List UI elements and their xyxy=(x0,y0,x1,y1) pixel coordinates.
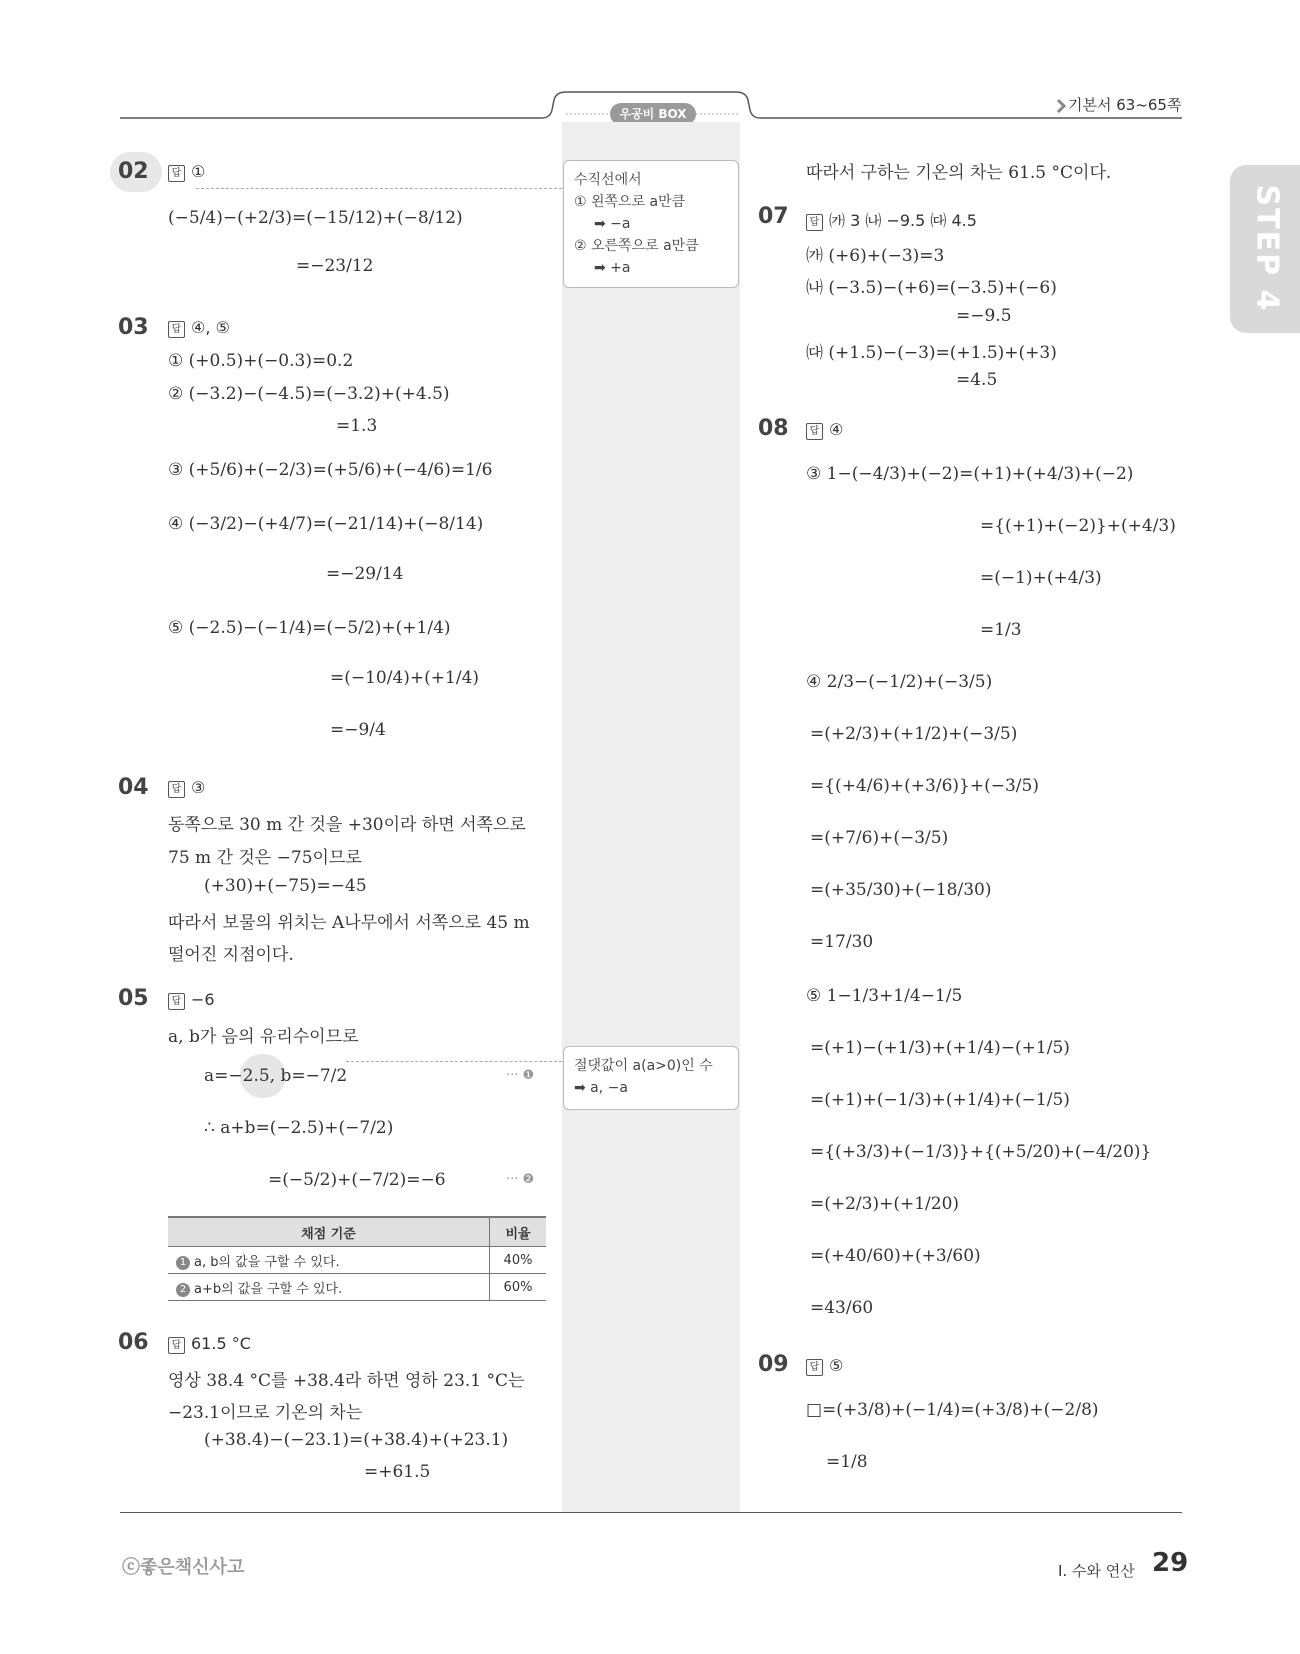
footer-rule xyxy=(120,1512,1182,1513)
answer-badge: 답 xyxy=(806,423,823,440)
scoring-table xyxy=(168,1216,546,1301)
solution-line: =1.3 xyxy=(336,416,378,436)
solution-line: −23.1이므로 기온의 차는 xyxy=(168,1403,363,1423)
answer-badge: 답 xyxy=(806,214,823,231)
solution-line: ㈐ (+1.5)−(−3)=(+1.5)+(+3) xyxy=(806,343,1057,363)
note2-leader xyxy=(346,1061,562,1062)
note1-line: ➡ +a xyxy=(594,260,631,276)
answer-badge: 답 xyxy=(168,1337,185,1354)
answer-value: 61.5 °C xyxy=(191,1334,251,1353)
scoring-criterion xyxy=(168,1274,490,1301)
solution-line: ④ (−3/2)−(+4/7)=(−21/14)+(−8/14) xyxy=(168,514,484,534)
solution-line: ={(+3/3)+(−1/3)}+{(+5/20)+(−4/20)} xyxy=(810,1142,1152,1162)
solution-line: =1/8 xyxy=(826,1452,868,1472)
question-number: 07 xyxy=(758,204,789,229)
solution-line: =4.5 xyxy=(956,370,998,390)
answer xyxy=(806,208,977,231)
solution-line: (−5/4)−(+2/3)=(−15/12)+(−8/12) xyxy=(168,208,463,228)
solution-line: =1/3 xyxy=(980,620,1022,640)
solution-line: =17/30 xyxy=(810,932,874,952)
criterion-text: a, b의 값을 구할 수 있다. xyxy=(194,1254,340,1270)
solution-line: =(+1)+(−1/3)+(+1/4)+(−1/5) xyxy=(810,1090,1070,1110)
solution-line: □=(+3/8)+(−1/4)=(+3/8)+(−2/8) xyxy=(806,1400,1099,1420)
solution-line: =(+35/30)+(−18/30) xyxy=(810,880,992,900)
scoring-ratio: 40% xyxy=(490,1247,547,1274)
note1-line: ➡ −a xyxy=(594,216,631,232)
solution-line: =(−5/2)+(−7/2)=−6 xyxy=(268,1170,446,1190)
chapter-title: Ⅰ. 수와 연산 xyxy=(1058,1562,1135,1580)
scoring-criterion xyxy=(168,1247,490,1274)
page-number: 29 xyxy=(1152,1548,1189,1578)
solution-line: =43/60 xyxy=(810,1298,874,1318)
solution-line: 따라서 보물의 위치는 A나무에서 서쪽으로 45 m xyxy=(168,913,530,933)
solution-line: ④ 2/3−(−1/2)+(−3/5) xyxy=(806,672,993,692)
solution-line: =(−10/4)+(+1/4) xyxy=(330,668,480,688)
solution-line: (+30)+(−75)=−45 xyxy=(204,876,367,896)
answer-value: ④ xyxy=(829,420,844,439)
answer xyxy=(806,420,843,440)
criterion-text: a+b의 값을 구할 수 있다. xyxy=(194,1281,343,1297)
scoring-header: 채점 기준 xyxy=(168,1217,490,1247)
solution-line: ① (+0.5)+(−0.3)=0.2 xyxy=(168,351,354,371)
solution-line: ㈏ (−3.5)−(+6)=(−3.5)+(−6) xyxy=(806,278,1057,298)
answer-value: ③ xyxy=(191,778,206,797)
answer xyxy=(168,318,230,338)
answer xyxy=(168,162,205,182)
solution-line: =(+40/60)+(+3/60) xyxy=(810,1246,981,1266)
note2-line: ➡ a, −a xyxy=(574,1080,628,1096)
solution-line: ㈎ (+6)+(−3)=3 xyxy=(806,246,945,266)
question-number: 05 xyxy=(118,986,149,1011)
answer xyxy=(168,1334,251,1354)
answer-value: −6 xyxy=(191,990,215,1009)
question-number: 04 xyxy=(118,775,149,800)
answer-badge: 답 xyxy=(168,321,185,338)
answer-badge: 답 xyxy=(168,781,185,798)
solution-line: 떨어진 지점이다. xyxy=(168,945,294,965)
table-row xyxy=(168,1274,546,1301)
question-number: 06 xyxy=(118,1330,149,1355)
solution-line: =(+7/6)+(−3/5) xyxy=(810,828,949,848)
solution-line: ⑤ (−2.5)−(−1/4)=(−5/2)+(+1/4) xyxy=(168,618,451,638)
step-mark: ··· ❷ xyxy=(506,1172,535,1187)
scoring-ratio: 60% xyxy=(490,1274,547,1301)
answer-badge: 답 xyxy=(168,165,185,182)
note1-line: ① 왼쪽으로 a만큼 xyxy=(574,194,686,210)
solution-line: =−23/12 xyxy=(296,256,374,276)
answer-badge: 답 xyxy=(168,993,185,1010)
solution-line: ∴ a+b=(−2.5)+(−7/2) xyxy=(204,1118,394,1138)
answer-value: ④, ⑤ xyxy=(191,318,230,337)
answer xyxy=(168,778,205,798)
solution-line: ⑤ 1−1/3+1/4−1/5 xyxy=(806,986,963,1006)
solution-line: ③ (+5/6)+(−2/3)=(+5/6)+(−4/6)=1/6 xyxy=(168,460,493,480)
center-column xyxy=(562,122,740,1512)
solution-line: ={(+1)+(−2)}+(+4/3) xyxy=(980,516,1176,536)
solution-line: (+38.4)−(−23.1)=(+38.4)+(+23.1) xyxy=(204,1430,509,1450)
solution-line: 75 m 간 것은 −75이므로 xyxy=(168,848,362,868)
answer xyxy=(168,990,215,1010)
note-absolute-value xyxy=(563,1046,739,1110)
question-number: 08 xyxy=(758,416,789,441)
step-number: 1 xyxy=(176,1256,190,1270)
reference-pages: 기본서 63~65쪽 xyxy=(1068,96,1182,114)
note1-line: 수직선에서 xyxy=(574,172,642,188)
solution-line: ② (−3.2)−(−4.5)=(−3.2)+(+4.5) xyxy=(168,384,450,404)
note2-line: 절댓값이 a(a>0)인 수 xyxy=(574,1058,713,1074)
solution-line: =+61.5 xyxy=(364,1462,431,1482)
solution-line: =(+1)−(+1/3)+(+1/4)−(+1/5) xyxy=(810,1038,1070,1058)
question-number: 02 xyxy=(118,159,149,184)
question-number: 03 xyxy=(118,315,149,340)
step-mark: ··· ❶ xyxy=(506,1068,535,1083)
solution-line: 동쪽으로 30 m 간 것을 +30이라 하면 서쪽으로 xyxy=(168,815,526,835)
note-number-line xyxy=(563,160,739,288)
note1-line: ② 오른쪽으로 a만큼 xyxy=(574,238,699,254)
answer-badge: 답 xyxy=(806,1359,823,1376)
scoring-header: 비율 xyxy=(490,1217,547,1247)
solution-line: ={(+4/6)+(+3/6)}+(−3/5) xyxy=(810,776,1039,796)
solution-line: =−9.5 xyxy=(956,306,1012,326)
answer-value: ㈎ 3 ㈏ −9.5 ㈐ 4.5 xyxy=(829,211,977,230)
answer-value: ⑤ xyxy=(829,1356,844,1375)
step-tab-label: STEP 4 xyxy=(1249,184,1285,313)
solution-line: =−29/14 xyxy=(326,564,404,584)
solution-line: ③ 1−(−4/3)+(−2)=(+1)+(+4/3)+(−2) xyxy=(806,464,1134,484)
answer xyxy=(806,1356,843,1376)
question-number: 09 xyxy=(758,1352,789,1377)
box-label: 우공비 BOX xyxy=(610,103,696,125)
solution-line: 영상 38.4 °C를 +38.4라 하면 영하 23.1 °C는 xyxy=(168,1371,525,1391)
solution-line: a=−2.5, b=−7/2 xyxy=(204,1066,348,1086)
note1-leader xyxy=(196,188,562,189)
solution-line: =(+2/3)+(+1/2)+(−3/5) xyxy=(810,724,1018,744)
answer-value: ① xyxy=(191,162,206,181)
solution-line: =(+2/3)+(+1/20) xyxy=(810,1194,960,1214)
solution-line: =−9/4 xyxy=(330,720,386,740)
table-row xyxy=(168,1247,546,1274)
step-number: 2 xyxy=(176,1283,190,1297)
solution-line: 따라서 구하는 기온의 차는 61.5 °C이다. xyxy=(806,163,1112,183)
publisher-logo: ⓒ좋은책신사고 xyxy=(122,1557,245,1578)
solution-line: =(−1)+(+4/3) xyxy=(980,568,1102,588)
solution-line: a, b가 음의 유리수이므로 xyxy=(168,1027,359,1047)
